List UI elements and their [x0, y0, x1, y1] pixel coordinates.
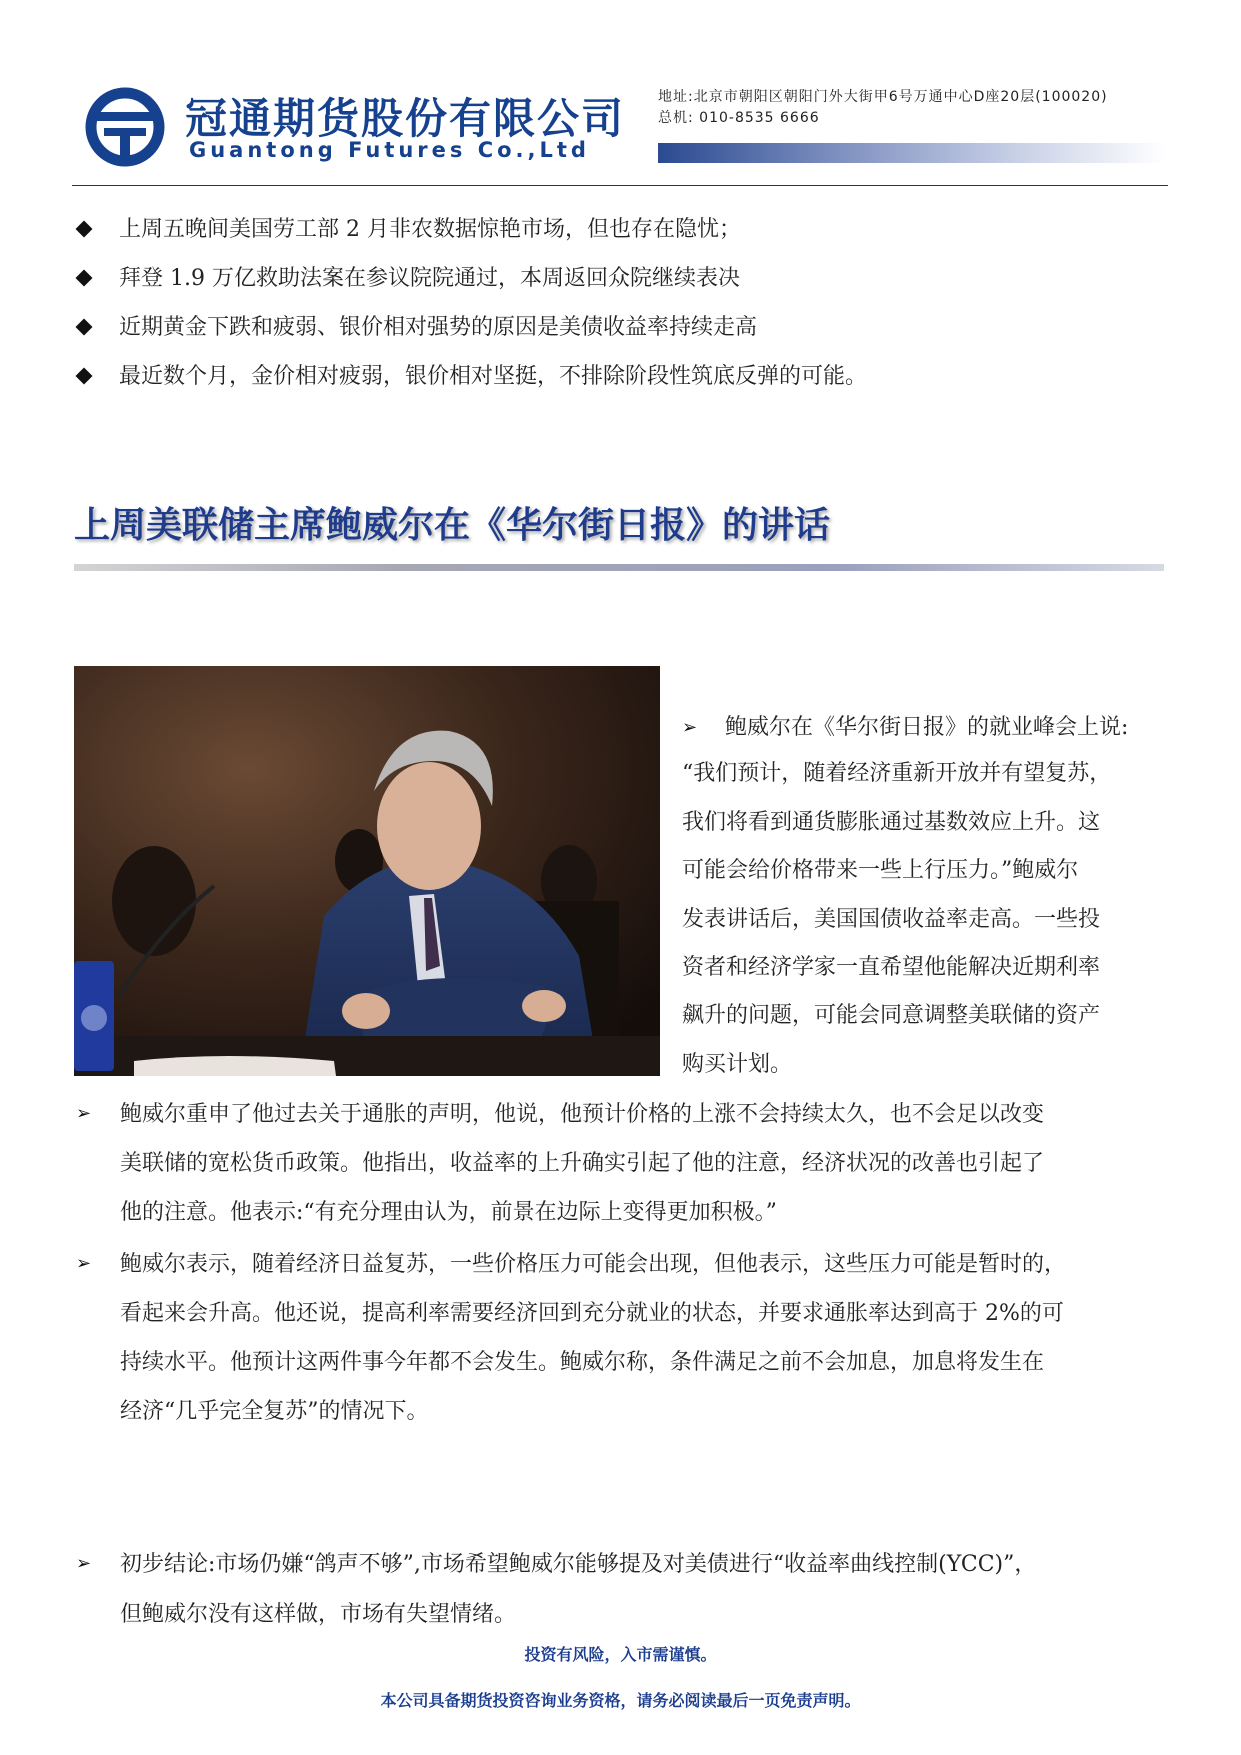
arrow-bullet-icon: ➢ [76, 1103, 92, 1124]
paragraph-line: 我们将看到通货膨胀通过基数效应上升。这 [682, 810, 1101, 835]
title-underline [74, 564, 1164, 571]
powell-photo [74, 666, 660, 1076]
bullet-text: 拜登 1.9 万亿救助法案在参议院院通过，本周返回众院继续表决 [119, 266, 740, 291]
arrow-bullet-icon: ➢ [76, 1553, 92, 1574]
diamond-bullet-icon [76, 319, 93, 336]
summary-bullet [76, 210, 1176, 250]
paragraph-line: 发表讲话后，美国国债收益率走高。一些投 [682, 907, 1101, 932]
bullet-text: 上周五晚间美国劳工部 2 月非农数据惊艳市场，但也存在隐忧； [119, 217, 741, 242]
footer-disclaimer: 本公司具备期货投资咨询业务资格，请务必阅读最后一页免责声明。 [380, 1691, 861, 1710]
company-address: 地址:北京市朝阳区朝阳门外大街甲6号万通中心D座20层(100020) [658, 89, 1108, 105]
diamond-bullet-icon [76, 270, 93, 287]
paragraph-line: 他的注意。他表示:“有充分理由认为，前景在边际上变得更加积极。” [120, 1200, 777, 1225]
header-divider [72, 185, 1168, 186]
paragraph-line: 经济“几乎完全复苏”的情况下。 [120, 1399, 429, 1424]
paragraph-line: “我们预计，随着经济重新开放并有望复苏， [682, 761, 1112, 786]
paragraph-line: 看起来会升高。他还说，提高利率需要经济回到充分就业的状态，并要求通胀率达到高于 2%的可 [120, 1301, 1064, 1326]
summary-bullet [76, 259, 1176, 299]
conclusion-line: 但鲍威尔没有这样做，市场有失望情绪。 [120, 1602, 517, 1627]
conclusion-line: 初步结论:市场仍嫌“鸽声不够”,市场希望鲍威尔能够提及对美债进行“收益率曲线控制(YCC)”， [120, 1552, 1037, 1577]
header-gradient-bar [658, 143, 1166, 163]
paragraph-line: 可能会给价格带来一些上行压力。”鲍威尔 [682, 858, 1079, 883]
arrow-bullet-icon: ➢ [682, 717, 698, 738]
summary-bullet [76, 308, 1176, 348]
bullet-text: 最近数个月，金价相对疲弱，银价相对坚挺，不排除阶段性筑底反弹的可能。 [119, 364, 868, 389]
section-title: 上周美联储主席鲍威尔在《华尔街日报》的讲话 [74, 505, 831, 546]
paragraph-line: 资者和经济学家一直希望他能解决近期利率 [682, 955, 1101, 980]
company-name-cn: 冠通期货股份有限公司 [185, 94, 626, 143]
diamond-bullet-icon [76, 221, 93, 238]
paragraph-line: 持续水平。他预计这两件事今年都不会发生。鲍威尔称，条件满足之前不会加息，加息将发生在 [120, 1350, 1045, 1375]
footer-risk-warning: 投资有风险，入市需谨慎。 [524, 1645, 717, 1664]
company-logo [84, 86, 166, 168]
paragraph-line: 美联储的宽松货币政策。他指出，收益率的上升确实引起了他的注意，经济状况的改善也引起了 [120, 1151, 1045, 1176]
paragraph-line: 飙升的问题，可能会同意调整美联储的资产 [682, 1003, 1101, 1028]
paragraph-line: 鲍威尔重申了他过去关于通胀的声明，他说，他预计价格的上涨不会持续太久，也不会足以改变 [120, 1102, 1045, 1127]
paragraph-line: 购买计划。 [682, 1052, 793, 1077]
paragraph-text: 鲍威尔在《华尔街日报》的就业峰会上说: [725, 715, 1129, 740]
company-name-en: Guantong Futures Co.,Ltd [189, 138, 590, 162]
bullet-text: 近期黄金下跌和疲弱、银价相对强势的原因是美债收益率持续走高 [119, 315, 758, 340]
paragraph-line: 鲍威尔表示，随着经济日益复苏，一些价格压力可能会出现，但他表示，这些压力可能是暂时的， [120, 1252, 1067, 1277]
diamond-bullet-icon [76, 368, 93, 385]
arrow-bullet-icon: ➢ [76, 1253, 92, 1274]
company-phone: 总机: 010-8535 6666 [658, 110, 820, 126]
summary-bullet [76, 357, 1176, 397]
